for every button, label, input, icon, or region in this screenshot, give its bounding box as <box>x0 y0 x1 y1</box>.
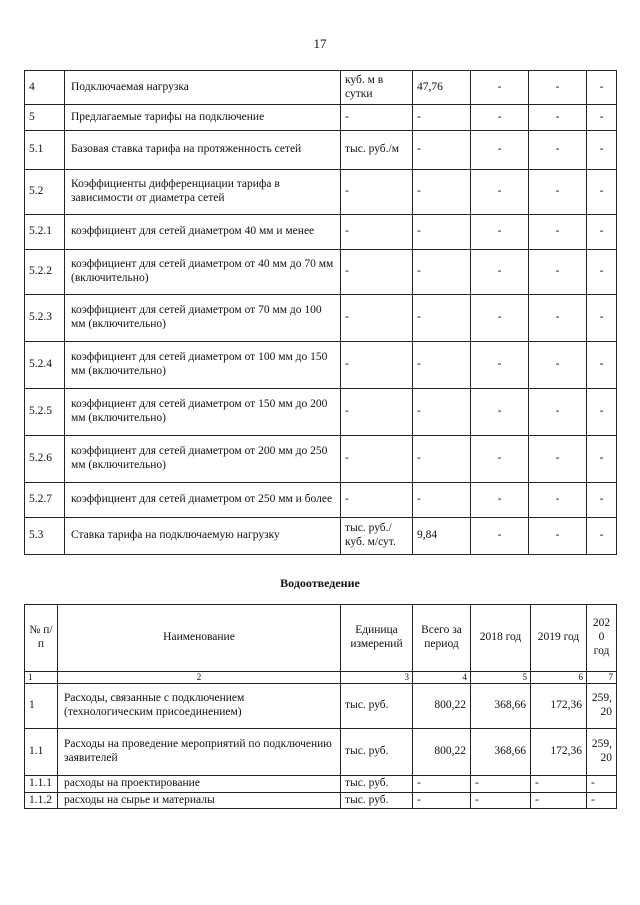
cell-num: 5 <box>25 105 65 131</box>
cell-y2: 172,36 <box>531 728 587 775</box>
cell-total: - <box>413 250 471 295</box>
cell-index: 1 <box>25 672 58 684</box>
table-row <box>25 71 617 105</box>
cell-y3: - <box>587 775 617 792</box>
cell-total: - <box>413 170 471 215</box>
cell-name: Подключаемая нагрузка <box>65 71 341 105</box>
cell-total: - <box>413 295 471 342</box>
column-index-row <box>25 672 617 684</box>
cell-index: 3 <box>341 672 413 684</box>
table-row <box>25 792 617 809</box>
cell-y2: - <box>529 342 587 389</box>
table-row <box>25 215 617 250</box>
cell-name: коэффициент для сетей диаметром от 150 мм до 200 мм (включительно) <box>65 389 341 436</box>
cell-total: - <box>413 342 471 389</box>
cell-total: 800,22 <box>413 728 471 775</box>
table-row <box>25 295 617 342</box>
cell-y2: - <box>529 518 587 555</box>
cell-name: коэффициент для сетей диаметром от 40 мм до 70 мм (включительно) <box>65 250 341 295</box>
cell-name: Предлагаемые тарифы на подключение <box>65 105 341 131</box>
cell-num: 5.2.3 <box>25 295 65 342</box>
cell-y2: 172,36 <box>531 683 587 728</box>
table-row <box>25 728 617 775</box>
cell-header-unit: Единица измерений <box>341 605 413 672</box>
cell-y2: - <box>529 131 587 170</box>
header-row <box>25 605 617 672</box>
cell-num: 5.2.4 <box>25 342 65 389</box>
page-number: 17 <box>313 36 327 51</box>
cell-header-y3: 202 0 год <box>587 605 617 672</box>
cell-header-y1: 2018 год <box>471 605 531 672</box>
table-row <box>25 250 617 295</box>
cell-index: 4 <box>413 672 471 684</box>
cell-name: Ставка тарифа на подключаемую нагрузку <box>65 518 341 555</box>
cell-y3: - <box>587 250 617 295</box>
cell-y1: - <box>471 250 529 295</box>
cell-y3: - <box>587 105 617 131</box>
cell-unit: - <box>341 105 413 131</box>
tariff-table <box>24 70 617 555</box>
cell-y1: - <box>471 518 529 555</box>
cell-unit: - <box>341 250 413 295</box>
cell-y1: - <box>471 105 529 131</box>
cell-y1: - <box>471 436 529 483</box>
cell-y3: - <box>587 483 617 518</box>
cell-unit: тыс. руб. <box>341 683 413 728</box>
cell-unit: - <box>341 389 413 436</box>
cell-y3: - <box>587 342 617 389</box>
cell-name: коэффициент для сетей диаметром от 100 мм до 150 мм (включительно) <box>65 342 341 389</box>
cell-name: Базовая ставка тарифа на протяженность сетей <box>65 131 341 170</box>
cell-total: - <box>413 105 471 131</box>
cell-num: 5.2.2 <box>25 250 65 295</box>
table-row <box>25 436 617 483</box>
cell-y3: 259, 20 <box>587 728 617 775</box>
table-row <box>25 483 617 518</box>
cell-num: 5.2.6 <box>25 436 65 483</box>
cell-unit: тыс. руб. <box>341 728 413 775</box>
table-row <box>25 518 617 555</box>
cell-name: коэффициент для сетей диаметром от 70 мм до 100 мм (включительно) <box>65 295 341 342</box>
cell-y1: - <box>471 71 529 105</box>
cell-unit: тыс. руб. <box>341 775 413 792</box>
cell-name: Расходы на проведение мероприятий по подключению заявителей <box>58 728 341 775</box>
cell-total: - <box>413 436 471 483</box>
cell-header-y2: 2019 год <box>531 605 587 672</box>
cell-index: 6 <box>531 672 587 684</box>
cell-num: 5.2 <box>25 170 65 215</box>
table-row <box>25 342 617 389</box>
table-row <box>25 170 617 215</box>
cell-unit: куб. м в сутки <box>341 71 413 105</box>
cell-name: коэффициент для сетей диаметром 40 мм и менее <box>65 215 341 250</box>
cell-y3: - <box>587 131 617 170</box>
cell-index: 7 <box>587 672 617 684</box>
cell-total: 9,84 <box>413 518 471 555</box>
cell-y2: - <box>529 389 587 436</box>
cell-num: 1 <box>25 683 58 728</box>
cell-y1: 368,66 <box>471 728 531 775</box>
cell-num: 5.3 <box>25 518 65 555</box>
cell-unit: - <box>341 436 413 483</box>
cell-name: расходы на сырье и материалы <box>58 792 341 809</box>
cell-total: 47,76 <box>413 71 471 105</box>
cell-num: 5.2.7 <box>25 483 65 518</box>
cell-total: - <box>413 389 471 436</box>
cell-unit: - <box>341 215 413 250</box>
cell-unit: - <box>341 295 413 342</box>
cell-y1: - <box>471 131 529 170</box>
cell-total: - <box>413 792 471 809</box>
cell-y3: - <box>587 71 617 105</box>
cell-y1: - <box>471 342 529 389</box>
cell-y3: 259, 20 <box>587 683 617 728</box>
cell-num: 1.1 <box>25 728 58 775</box>
cell-y1: - <box>471 215 529 250</box>
cell-name: коэффициент для сетей диаметром от 200 мм до 250 мм (включительно) <box>65 436 341 483</box>
cell-total: - <box>413 131 471 170</box>
cell-y1: - <box>471 170 529 215</box>
cell-y2: - <box>529 483 587 518</box>
cell-y1: - <box>471 792 531 809</box>
cell-y2: - <box>531 775 587 792</box>
cell-y3: - <box>587 389 617 436</box>
cell-y1: - <box>471 775 531 792</box>
cell-y3: - <box>587 170 617 215</box>
cell-unit: тыс. руб./м <box>341 131 413 170</box>
cell-y2: - <box>529 436 587 483</box>
cell-y2: - <box>529 71 587 105</box>
cell-num: 1.1.1 <box>25 775 58 792</box>
cell-header-name: Наименование <box>58 605 341 672</box>
cell-unit: - <box>341 170 413 215</box>
cell-y2: - <box>529 105 587 131</box>
cell-y1: 368,66 <box>471 683 531 728</box>
cell-y3: - <box>587 215 617 250</box>
cell-unit: - <box>341 483 413 518</box>
cell-y1: - <box>471 483 529 518</box>
cell-y2: - <box>531 792 587 809</box>
cell-y1: - <box>471 389 529 436</box>
cell-y3: - <box>587 792 617 809</box>
cell-num: 4 <box>25 71 65 105</box>
cell-name: Расходы, связанные с подключением (технологическим присоединением) <box>58 683 341 728</box>
section-title: Водоотведение <box>280 576 360 590</box>
cell-index: 5 <box>471 672 531 684</box>
table-row <box>25 131 617 170</box>
table-row <box>25 389 617 436</box>
cell-y2: - <box>529 170 587 215</box>
cell-y2: - <box>529 215 587 250</box>
cell-name: Коэффициенты дифференциации тарифа в зависимости от диаметра сетей <box>65 170 341 215</box>
cell-num: 5.2.1 <box>25 215 65 250</box>
cell-y3: - <box>587 518 617 555</box>
cell-total: - <box>413 775 471 792</box>
cell-unit: тыс. руб. <box>341 792 413 809</box>
cell-y3: - <box>587 295 617 342</box>
cell-header-num: № п/п <box>25 605 58 672</box>
cell-num: 5.1 <box>25 131 65 170</box>
table-row <box>25 683 617 728</box>
cell-y1: - <box>471 295 529 342</box>
cell-num: 1.1.2 <box>25 792 58 809</box>
cell-unit: - <box>341 342 413 389</box>
cell-y2: - <box>529 250 587 295</box>
cell-total: - <box>413 483 471 518</box>
sewerage-table <box>24 604 617 809</box>
cell-name: коэффициент для сетей диаметром от 250 мм и более <box>65 483 341 518</box>
cell-y3: - <box>587 436 617 483</box>
cell-num: 5.2.5 <box>25 389 65 436</box>
cell-y2: - <box>529 295 587 342</box>
cell-unit: тыс. руб./ куб. м/сут. <box>341 518 413 555</box>
table-row <box>25 775 617 792</box>
table-row <box>25 105 617 131</box>
cell-total: - <box>413 215 471 250</box>
cell-header-total: Всего за период <box>413 605 471 672</box>
cell-name: расходы на проектирование <box>58 775 341 792</box>
cell-total: 800,22 <box>413 683 471 728</box>
cell-index: 2 <box>58 672 341 684</box>
